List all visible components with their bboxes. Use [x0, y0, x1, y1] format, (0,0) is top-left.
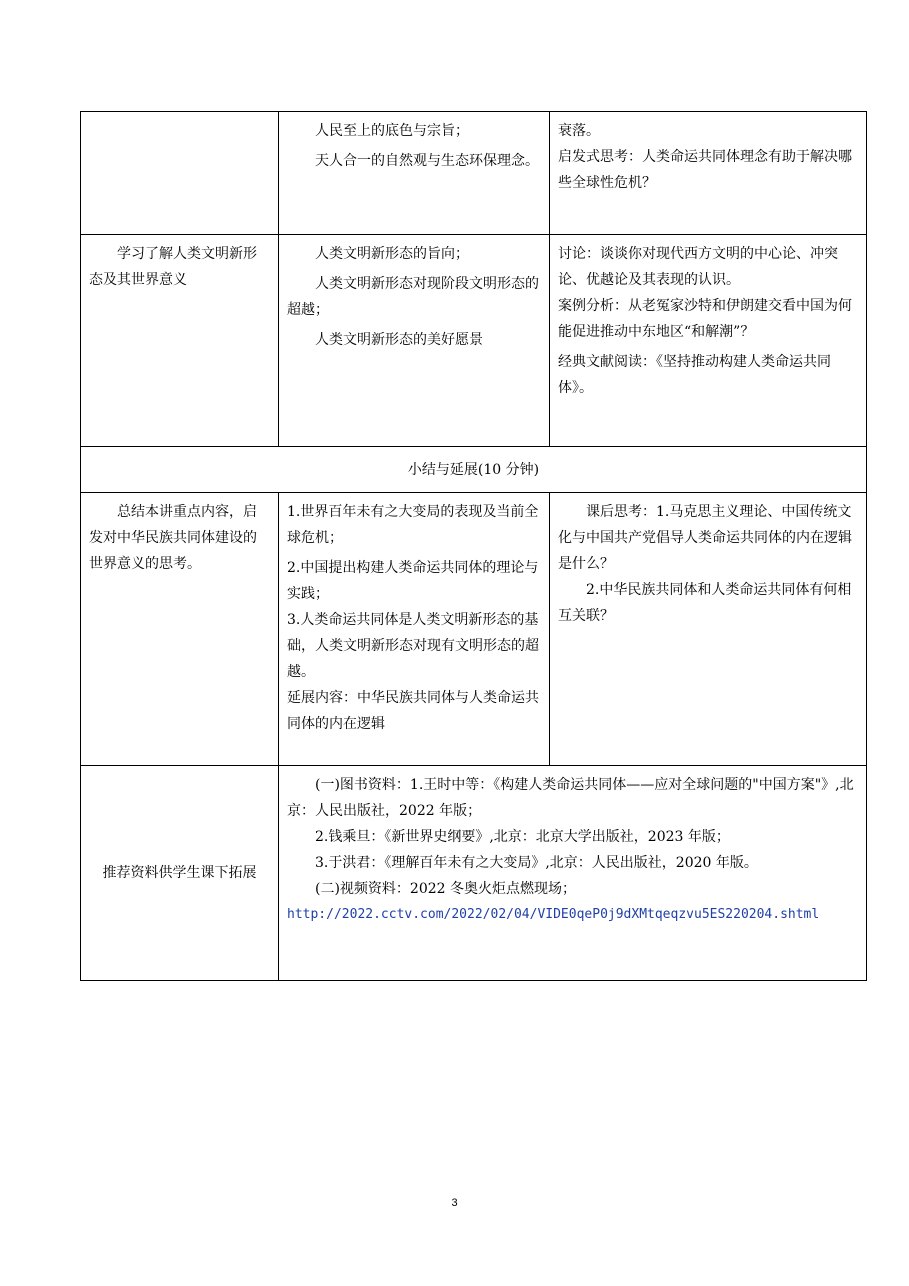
resource-line: 3.于洪君：《理解百年未有之大变局》,北京：人民出版社，2020 年版。 — [315, 855, 758, 871]
cell-text: 推荐资料供学生课下拓展 — [102, 865, 257, 881]
table-row — [81, 112, 867, 235]
page-number: 3 — [451, 1197, 458, 1209]
cell-text: 启发式思考：人类命运共同体理念有助于解决哪些全球性危机？ — [558, 149, 852, 191]
table-cell-activity — [550, 493, 867, 766]
table-cell-resources — [279, 766, 867, 981]
cell-text: 天人合一的自然观与生态环保理念。 — [315, 153, 539, 169]
cell-text: 人民至上的底色与宗旨； — [315, 123, 469, 139]
video-link[interactable]: http://2022.cctv.com/2022/02/04/VIDE0qeP0j9dXMtqeqzvu5ES220204.shtml — [287, 907, 820, 922]
table-cell-content — [279, 235, 550, 447]
cell-text: 衰落。 — [558, 123, 600, 139]
cell-text: 案例分析：从老冤家沙特和伊朗建交看中国为何能促进推动中东地区“和解潮”？ — [558, 298, 852, 340]
table-row — [81, 235, 867, 447]
resource-line: 2.钱乘旦：《新世界史纲要》,北京：北京大学出版社，2023 年版； — [315, 829, 730, 845]
table-cell-goal — [81, 112, 279, 235]
cell-text: 学习了解人类文明新形态及其世界意义 — [89, 246, 257, 288]
resource-line: (一)图书资料：1.王时中等：《构建人类命运共同体——应对全球问题的"中国方案"》,北京：人民出版社，2022 年版； — [287, 777, 854, 819]
cell-text: 2.中华民族共同体和人类命运共同体有何相互关联？ — [558, 582, 852, 624]
table-cell-goal — [81, 235, 279, 447]
cell-text: 人类文明新形态对现阶段文明形态的超越； — [287, 276, 539, 318]
cell-text: 1.世界百年未有之大变局的表现及当前全球危机； — [287, 504, 539, 546]
table-cell-content — [279, 112, 550, 235]
table-cell-goal — [81, 493, 279, 766]
section-header-row — [81, 447, 867, 493]
table-cell-goal — [81, 766, 279, 981]
cell-text: 延展内容：中华民族共同体与人类命运共同体的内在逻辑 — [287, 690, 539, 732]
table-row — [81, 766, 867, 981]
table-row — [81, 493, 867, 766]
lesson-plan-table — [80, 111, 867, 981]
table-cell-activity — [550, 112, 867, 235]
cell-text: 总结本讲重点内容，启发对中华民族共同体建设的世界意义的思考。 — [89, 504, 257, 572]
cell-text: 人类文明新形态的旨向； — [315, 246, 469, 262]
resource-line: (二)视频资料：2022 冬奥火炬点燃现场； — [315, 881, 577, 897]
cell-text: 经典文献阅读：《坚持推动构建人类命运共同体》。 — [558, 354, 831, 396]
cell-text: 3.人类命运共同体是人类文明新形态的基础，人类文明新形态对现有文明形态的超越。 — [287, 612, 539, 680]
cell-text: 讨论：谈谈你对现代西方文明的中心论、冲突论、优越论及其表现的认识。 — [558, 246, 838, 288]
table-cell-content — [279, 493, 550, 766]
table-cell-activity — [550, 235, 867, 447]
cell-text: 2.中国提出构建人类命运共同体的理论与实践； — [287, 560, 539, 602]
cell-text: 课后思考：1.马克思主义理论、中国传统文化与中国共产党倡导人类命运共同体的内在逻辑是什么？ — [558, 504, 852, 572]
section-header: 小结与延展(10 分钟) — [81, 447, 867, 493]
cell-text: 人类文明新形态的美好愿景 — [315, 332, 483, 348]
